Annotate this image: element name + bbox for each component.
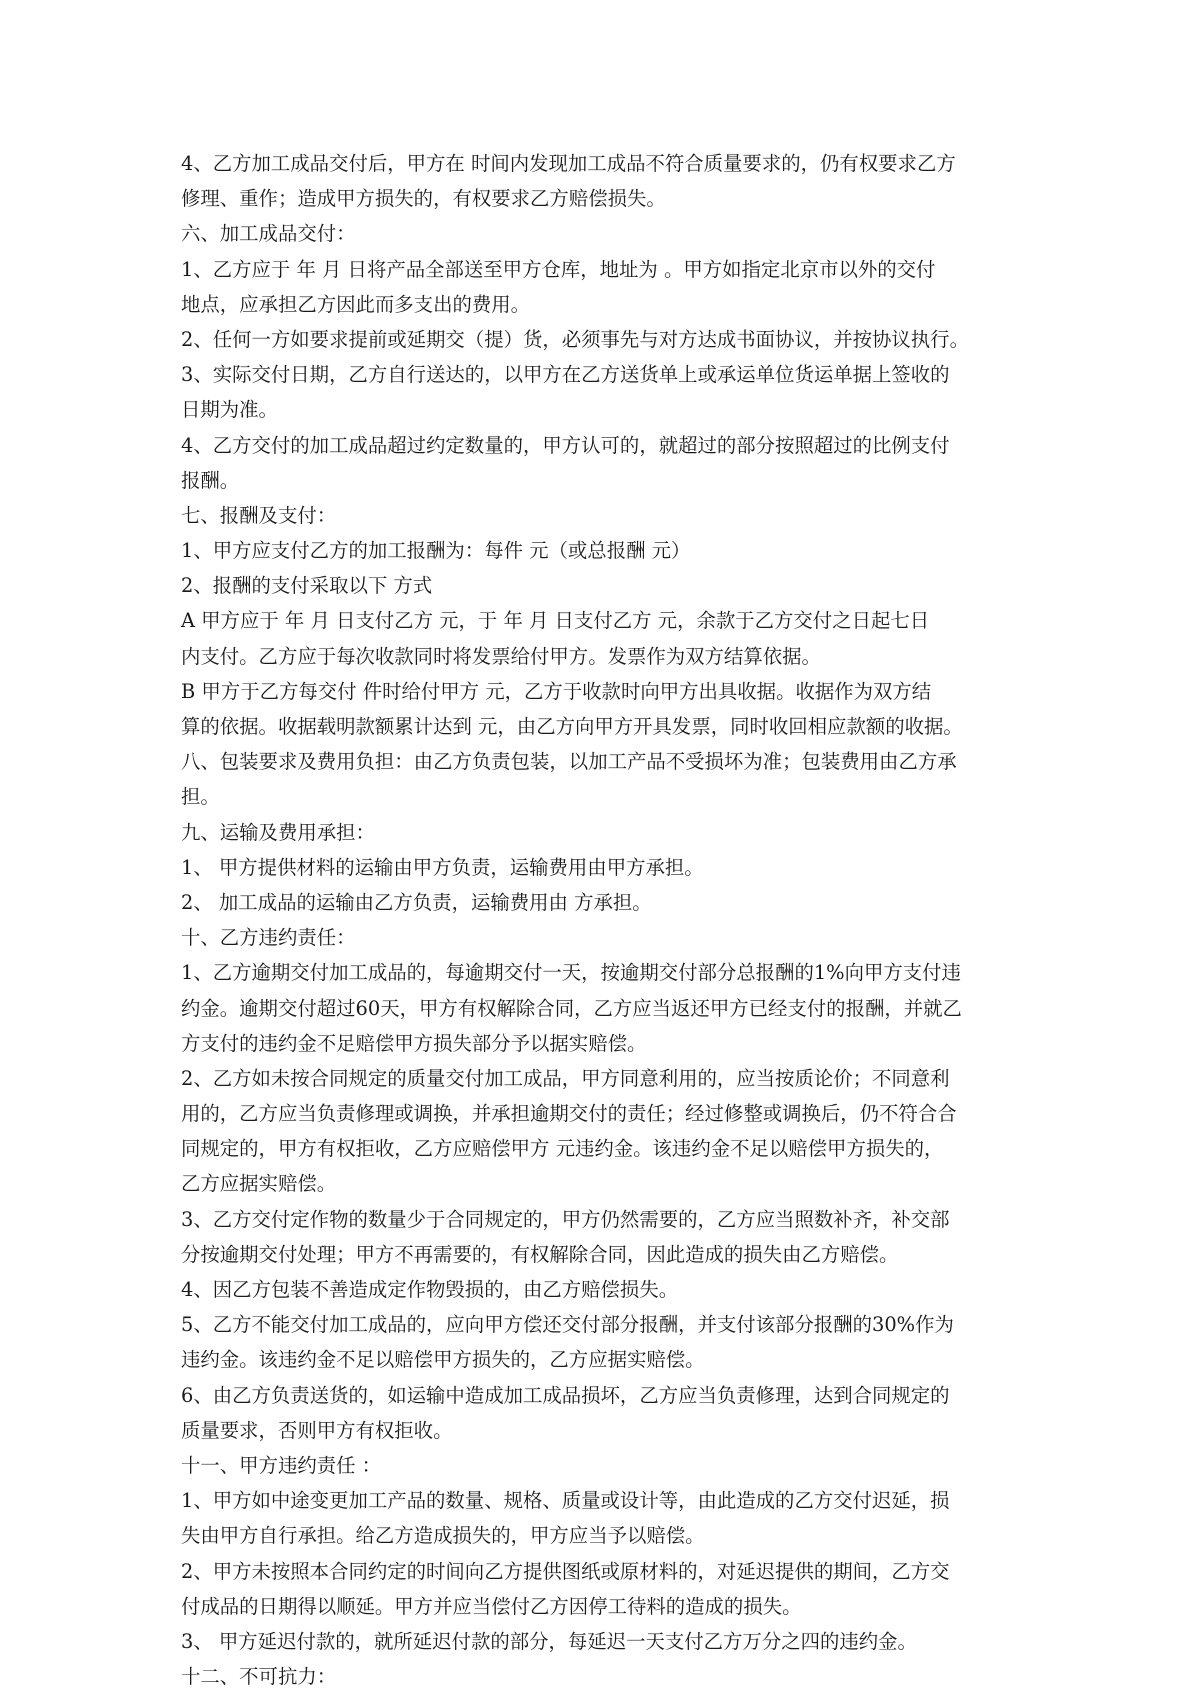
text-line: 1、乙方应于 年 月 日将产品全部送至甲方仓库，地址为 。甲方如指定北京市以外的交付 [181,257,936,281]
text-line: 2、乙方如未按合同规定的质量交付加工成品，甲方同意利用的，应当按质论价；不同意利 [181,1066,950,1090]
text-line: 八、包装要求及费用负担：由乙方负责包装，以加工产品不受损坏为准；包装费用由乙方承 [181,750,957,774]
text-line: 分按逾期交付处理；甲方不再需要的，有权解除合同，因此造成的损失由乙方赔偿。 [181,1242,899,1266]
text-line: 6、由乙方负责送货的，如运输中造成加工成品损坏，乙方应当负责修理，达到合同规定的 [181,1383,950,1407]
text-line: 1、甲方如中途变更加工产品的数量、规格、质量或设计等，由此造成的乙方交付迟延，损 [181,1489,950,1513]
text-line: 方支付的违约金不足赔偿甲方损失部分予以据实赔偿。 [181,1031,647,1055]
text-line: 六、加工成品交付： [181,222,356,246]
text-line: 九、运输及费用承担： [181,820,375,844]
text-line: 修理、重作；造成甲方损失的，有权要求乙方赔偿损失。 [181,187,666,211]
text-line: 报酬。 [181,468,240,492]
text-line: 2、甲方未按照本合同约定的时间向乙方提供图纸或原材料的，对延迟提供的期间，乙方交 [181,1559,950,1583]
text-line: 1、甲方应支付乙方的加工报酬为：每件 元（或总报酬 元） [181,539,691,563]
text-line: 3、乙方交付定作物的数量少于合同规定的，甲方仍然需要的，乙方应当照数补齐，补交部 [181,1207,950,1231]
text-line: 十一、甲方违约责任 ： [181,1453,382,1477]
text-line: 约金。逾期交付超过60天，甲方有权解除合同，乙方应当返还甲方已经支付的报酬，并就乙 [181,996,962,1020]
text-line: 七、报酬及支付： [181,503,337,527]
text-line: A 甲方应于 年 月 日支付乙方 元，于 年 月 日支付乙方 元，余款于乙方交付之日起七日 [181,609,930,633]
text-line: 地点，应承担乙方因此而多支出的费用。 [181,292,531,316]
text-line: 5、乙方不能交付加工成品的，应向甲方偿还交付部分报酬，并支付该部分报酬的30%作为 [181,1313,954,1337]
text-line: 3、实际交付日期，乙方自行送达的，以甲方在乙方送货单上或承运单位货运单据上签收的 [181,363,950,387]
text-line: 内支付。乙方应于每次收款同时将发票给付甲方。发票作为双方结算依据。 [181,644,821,668]
text-line: 十、乙方违约责任： [181,926,356,950]
text-line: B 甲方于乙方每交付 件时给付甲方 元，乙方于收款时向甲方出具收据。收据作为双方结 [181,679,932,703]
text-line: 4、乙方交付的加工成品超过约定数量的，甲方认可的，就超过的部分按照超过的比例支付 [181,433,950,457]
text-line: 4、乙方加工成品交付后，甲方在 时间内发现加工成品不符合质量要求的，仍有权要求乙方 [181,152,956,175]
text-line: 2、任何一方如要求提前或延期交（提）货，必须事先与对方达成书面协议，并按协议执行。 [181,327,969,351]
text-line: 同规定的，甲方有权拒收，乙方应赔偿甲方 元违约金。该违约金不足以赔偿甲方损失的， [181,1137,944,1161]
text-line: 1、乙方逾期交付加工成品的，每逾期交付一天，按逾期交付部分总报酬的1%向甲方支付违 [181,961,961,985]
contract-text [181,146,1030,1694]
text-line: 违约金。该违约金不足以赔偿甲方损失的，乙方应据实赔偿。 [181,1348,705,1372]
text-line: 2、 加工成品的运输由乙方负责，运输费用由 方承担。 [181,890,652,914]
text-line: 1、 甲方提供材料的运输由甲方负责，运输费用由甲方承担。 [181,855,704,879]
text-line: 算的依据。收据载明款额累计达到 元，由乙方向甲方开具发票，同时收回相应款额的收据。 [181,715,963,738]
text-line: 4、因乙方包装不善造成定作物毁损的，由乙方赔偿损失。 [181,1278,679,1301]
text-line: 失由甲方自行承担。给乙方造成损失的，甲方应当予以赔偿。 [181,1524,705,1548]
text-line: 2、报酬的支付采取以下 方式 [181,574,433,598]
text-line: 付成品的日期得以顺延。甲方并应当偿付乙方因停工待料的造成的损失。 [181,1594,802,1618]
text-line: 担。 [181,785,220,809]
text-line: 质量要求，否则甲方有权拒收。 [181,1418,453,1442]
text-line: 3、 甲方延迟付款的，就所延迟付款的部分，每延迟一天支付乙方万分之四的违约金。 [181,1629,917,1653]
text-line: 日期为准。 [181,398,278,422]
text-line: 乙方应据实赔偿。 [181,1172,337,1196]
text-line: 十二、不可抗力： [181,1665,337,1689]
text-line: 用的，乙方应当负责修理或调换，并承担逾期交付的责任；经过修整或调换后，仍不符合合 [181,1102,957,1126]
